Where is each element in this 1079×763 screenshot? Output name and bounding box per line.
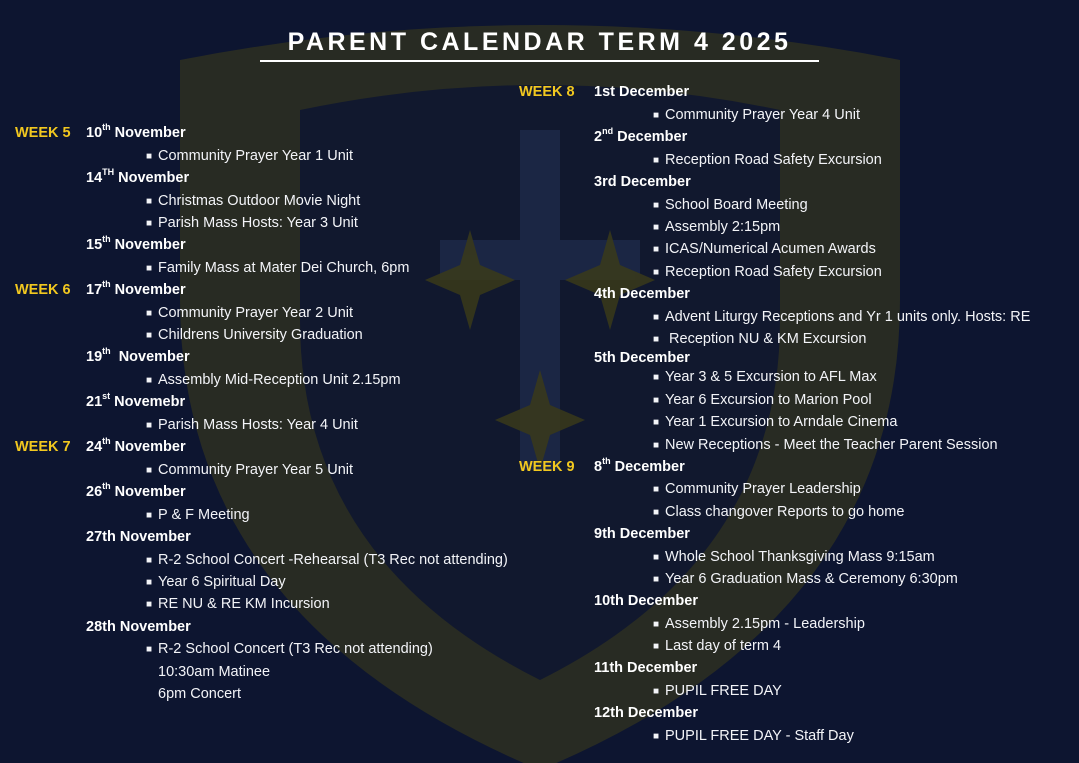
date-10-november: 10th November	[86, 122, 186, 141]
page-title: PARENT CALENDAR TERM 4 2025	[287, 28, 792, 56]
list-item: ■ Community Prayer Year 2 Unit	[146, 305, 354, 321]
list-item-continuation: 6pm Concert	[158, 686, 242, 702]
list-item: ■ Year 6 Graduation Mass & Ceremony 6:30pm	[653, 571, 958, 587]
list-item: ■ Community Prayer Year 1 Unit	[146, 148, 354, 164]
date-5-december: 5th December	[594, 350, 690, 366]
list-item: ■ Class changover Reports to go home	[653, 504, 905, 520]
list-item: ■ R-2 School Concert (T3 Rec not attending)	[146, 641, 433, 657]
date-27-november: 27th November	[86, 529, 191, 545]
list-item: ■ Parish Mass Hosts: Year 3 Unit	[146, 215, 358, 231]
date-12-december: 12th December	[594, 705, 698, 721]
title-underline	[260, 60, 819, 62]
date-14-november: 14TH November	[86, 167, 190, 186]
date-9-december: 9th December	[594, 526, 690, 542]
list-item: ■ Community Prayer Year 4 Unit	[653, 107, 861, 123]
list-item: ■ Reception NU & KM Excursion	[653, 331, 867, 347]
list-item: ■ School Board Meeting	[653, 197, 808, 213]
list-item: ■ Childrens University Graduation	[146, 327, 363, 343]
list-item: ■ RE NU & RE KM Incursion	[146, 596, 330, 612]
date-21-november: 21st Novemebr	[86, 391, 186, 410]
date-28-november: 28th November	[86, 619, 191, 635]
list-item: ■ Year 6 Spiritual Day	[146, 574, 286, 590]
list-item: ■ Family Mass at Mater Dei Church, 6pm	[146, 260, 410, 276]
list-item-continuation: 10:30am Matinee	[158, 664, 271, 680]
list-item: ■ Last day of term 4	[653, 638, 782, 654]
week-5-label: WEEK 5	[15, 125, 71, 141]
date-26-november: 26th November	[86, 481, 186, 500]
date-8-december: 8th December	[594, 456, 685, 475]
date-3-december: 3rd December	[594, 174, 691, 190]
list-item: ■ Assembly Mid-Reception Unit 2.15pm	[146, 372, 401, 388]
week-6-label: WEEK 6	[15, 282, 71, 298]
date-2-december: 2nd December	[594, 126, 688, 145]
date-4-december: 4th December	[594, 286, 690, 302]
list-item: ■ PUPIL FREE DAY - Staff Day	[653, 728, 854, 744]
list-item: ■ Assembly 2.15pm - Leadership	[653, 616, 865, 632]
list-item: ■ Christmas Outdoor Movie Night	[146, 193, 361, 209]
date-24-november: 24th November	[86, 436, 186, 455]
list-item: ■ Year 1 Excursion to Arndale Cinema	[653, 414, 898, 430]
list-item: ■ Advent Liturgy Receptions and Yr 1 units only. Hosts: RE	[653, 309, 1031, 325]
list-item: ■ Year 6 Excursion to Marion Pool	[653, 392, 872, 408]
list-item: ■ ICAS/Numerical Acumen Awards	[653, 241, 876, 257]
list-item: ■ Whole School Thanksgiving Mass 9:15am	[653, 549, 935, 565]
week-9-label: WEEK 9	[519, 459, 575, 475]
list-item: ■ Year 3 & 5 Excursion to AFL Max	[653, 369, 877, 385]
list-item: ■ R-2 School Concert -Rehearsal (T3 Rec not attending)	[146, 552, 508, 568]
list-item: ■ PUPIL FREE DAY	[653, 683, 782, 699]
date-10-december: 10th December	[594, 593, 698, 609]
list-item: ■ Community Prayer Year 5 Unit	[146, 462, 354, 478]
date-11-december: 11th December	[594, 660, 698, 676]
date-1-december: 1st December	[594, 84, 690, 100]
date-19-november: 19th November	[86, 346, 190, 365]
list-item: ■ Parish Mass Hosts: Year 4 Unit	[146, 417, 358, 433]
date-17-november: 17th November	[86, 279, 186, 298]
week-7-label: WEEK 7	[15, 439, 71, 455]
week-8-label: WEEK 8	[519, 84, 575, 100]
date-15-november: 15th November	[86, 234, 186, 253]
list-item: ■ Reception Road Safety Excursion	[653, 264, 882, 280]
list-item: ■ Reception Road Safety Excursion	[653, 152, 882, 168]
list-item: ■ P & F Meeting	[146, 507, 250, 523]
list-item: ■ Community Prayer Leadership	[653, 481, 861, 497]
list-item: ■ New Receptions - Meet the Teacher Parent Session	[653, 437, 998, 453]
list-item: ■ Assembly 2:15pm	[653, 219, 781, 235]
